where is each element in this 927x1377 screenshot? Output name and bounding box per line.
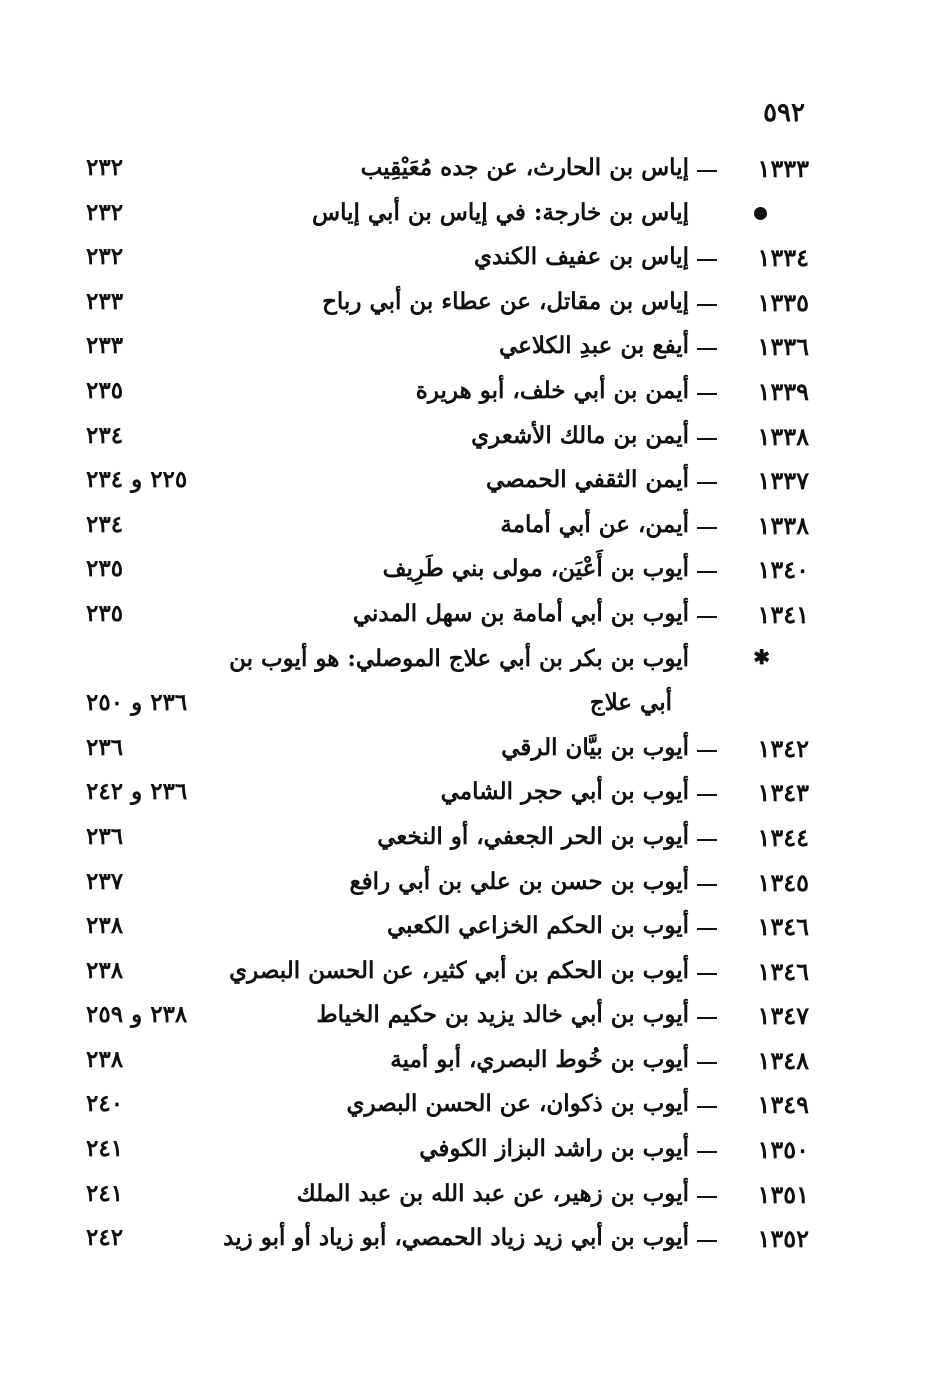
entry-name: أيوب بن أبي خالد يزيد بن حكيم الخياط — [316, 1001, 689, 1029]
index-entry — [0, 462, 927, 507]
entry-dash — [697, 884, 717, 886]
entry-name: إياس بن مقاتل، عن عطاء بن أبي رباح — [322, 287, 689, 315]
entry-number: ١٣٣٦ — [757, 332, 809, 362]
entry-name: أيوب بن الحكم بن أبي كثير، عن الحسن البصري — [229, 956, 689, 984]
entry-name: أيوب بن خُوط البصري، أبو أمية — [390, 1045, 689, 1073]
entry-name: إياس بن خارجة: في إياس بن أبي إياس — [312, 198, 689, 226]
entry-number: ١٣٤٨ — [757, 1045, 809, 1075]
entry-page-ref: ٢٣٢ — [86, 154, 124, 181]
index-entry — [0, 641, 927, 686]
entry-name: أيمن الثقفي الحمصي — [485, 466, 689, 494]
entry-number: ١٣٣٣ — [757, 154, 809, 183]
entry-number: ١٣٣٤ — [757, 243, 809, 273]
entry-number: ١٣٣٨ — [757, 421, 809, 451]
entry-dash — [697, 973, 717, 975]
entry-name: أبي علاج — [589, 689, 672, 717]
entry-page-ref: ٢٤١ — [86, 1135, 124, 1163]
index-entry — [0, 908, 927, 953]
entry-page-ref: ٢٣٤ — [86, 510, 124, 538]
entry-name: أيوب بن راشد البزاز الكوفي — [419, 1135, 689, 1163]
entry-name: أيوب بن حسن بن علي بن أبي رافع — [349, 867, 689, 895]
index-entry — [0, 418, 927, 463]
bullet-dot-icon — [754, 207, 767, 220]
entry-dash — [697, 259, 717, 261]
entry-dash — [697, 1151, 717, 1153]
entry-name: إياس بن الحارث، عن جده مُعَيْقِيب — [360, 154, 689, 181]
index-entry — [0, 551, 927, 596]
entry-dash — [697, 348, 717, 350]
index-entry — [0, 284, 927, 329]
entry-name: أيوب بن أَعْيَن، مولى بني طَرِيف — [382, 555, 689, 583]
entry-dash — [697, 1240, 717, 1242]
entry-page-ref: ٢٣٨ و ٢٥٩ — [86, 1001, 188, 1029]
entry-page-ref: ٢٣٦ — [86, 822, 124, 850]
entry-name: أيوب بن بكر بن أبي علاج الموصلي: هو أيوب بن — [229, 644, 689, 672]
entry-number: ١٣٤٠ — [757, 555, 809, 585]
entry-dash — [697, 616, 717, 618]
entry-number: ١٣٤٣ — [757, 778, 809, 808]
entry-page-ref: ٢٣٦ و ٢٤٢ — [86, 778, 188, 806]
entry-dash — [697, 1196, 717, 1198]
index-entry — [0, 1220, 927, 1265]
entry-dash — [697, 750, 717, 752]
entry-number: ١٣٣٧ — [757, 466, 809, 496]
entry-number: ١٣٤٤ — [757, 822, 809, 852]
entry-dash — [697, 571, 717, 573]
entry-number: ١٣٤١ — [757, 599, 809, 629]
entry-name: أيمن بن أبي خلف، أبو هريرة — [415, 376, 689, 404]
page-number: ٥٩٢ — [763, 98, 805, 128]
index-entry — [0, 150, 927, 195]
entry-number: ١٣٤٧ — [757, 1001, 809, 1031]
index-entry — [0, 997, 927, 1042]
entry-number: ١٣٥٢ — [757, 1224, 809, 1254]
entry-page-ref: ٢٣٦ و ٢٥٠ — [86, 689, 188, 717]
index-entry — [0, 864, 927, 909]
entry-dash — [697, 393, 717, 395]
entry-dash — [697, 482, 717, 484]
index-entry — [0, 774, 927, 819]
entry-name: أيوب بن زهير، عن عبد الله بن عبد الملك — [296, 1179, 689, 1207]
entry-page-ref: ٢٣٢ — [86, 198, 124, 226]
index-entry — [0, 195, 927, 240]
entry-name: أيوب بن أبي حجر الشامي — [440, 778, 689, 806]
entry-page-ref: ٢٣٢ — [86, 243, 124, 271]
entry-dash — [697, 438, 717, 440]
index-entry — [0, 1086, 927, 1131]
entry-dash — [697, 1106, 717, 1108]
index-entry — [0, 328, 927, 373]
entry-page-ref: ٢٣٨ — [86, 956, 124, 984]
index-entry — [0, 596, 927, 641]
entry-page-ref: ٢٣٨ — [86, 1045, 124, 1073]
entry-page-ref: ٢٣٥ — [86, 599, 124, 627]
entry-name: أيمن بن مالك الأشعري — [471, 421, 689, 449]
entry-page-ref: ٢٣٦ — [86, 733, 124, 761]
entry-dash — [697, 794, 717, 796]
asterisk-icon: ✱ — [753, 644, 770, 669]
entry-dash — [697, 170, 717, 172]
entry-dash — [697, 304, 717, 306]
entry-page-ref: ٢٤١ — [86, 1179, 124, 1207]
index-entry — [0, 1042, 927, 1087]
entry-page-ref: ٢٣٤ — [86, 421, 124, 449]
entry-page-ref: ٢٢٥ و ٢٣٤ — [86, 466, 188, 494]
entry-page-ref: ٢٣٧ — [86, 867, 124, 895]
entry-page-ref: ٢٣٨ — [86, 912, 124, 940]
entry-name: إياس بن عفيف الكندي — [473, 243, 689, 271]
entry-page-ref: ٢٣٥ — [86, 376, 124, 404]
entry-dash — [697, 527, 717, 529]
entry-name: أيوب بن أبي أمامة بن سهل المدني — [352, 599, 689, 627]
entry-dash — [697, 1062, 717, 1064]
index-entry — [0, 373, 927, 418]
index-entry — [0, 730, 927, 775]
entry-page-ref: ٢٤٠ — [86, 1090, 124, 1118]
entry-name: أيفع بن عبدِ الكلاعي — [498, 332, 689, 360]
entry-page-ref: ٢٤٢ — [86, 1224, 124, 1252]
entry-number: ١٣٤٩ — [757, 1090, 809, 1120]
entry-dash — [697, 839, 717, 841]
entry-name: أيوب بن ذكوان، عن الحسن البصري — [346, 1090, 689, 1118]
entry-name: أيوب بن بيَّان الرقي — [501, 733, 689, 761]
entry-number: ١٣٣٩ — [757, 376, 809, 406]
index-entry — [0, 1176, 927, 1221]
index-entry — [0, 239, 927, 284]
entry-page-ref: ٢٣٣ — [86, 332, 124, 360]
entry-number: ١٣٣٨ — [757, 510, 809, 540]
entry-number: ١٣٣٥ — [757, 287, 809, 317]
entry-name: أيوب بن أبي زيد زياد الحمصي، أبو زياد أو أبو زيد — [223, 1224, 689, 1252]
entry-number: ١٣٤٢ — [757, 733, 809, 763]
index-entry — [0, 953, 927, 998]
entry-dash — [697, 928, 717, 930]
entry-name: أيمن، عن أبي أمامة — [500, 510, 689, 538]
index-entry — [0, 819, 927, 864]
entry-name: أيوب بن الحر الجعفي، أو النخعي — [377, 822, 689, 850]
entry-name: أيوب بن الحكم الخزاعي الكعبي — [386, 912, 689, 940]
entry-number: ١٣٥٠ — [757, 1135, 809, 1165]
entry-number: ١٣٥١ — [757, 1179, 809, 1209]
entry-page-ref: ٢٣٣ — [86, 287, 124, 315]
entry-number: ١٣٤٥ — [757, 867, 809, 897]
index-entries-list — [0, 150, 927, 1265]
entry-page-ref: ٢٣٥ — [86, 555, 124, 583]
index-entry — [0, 685, 927, 730]
index-entry — [0, 1131, 927, 1176]
index-entry — [0, 507, 927, 552]
entry-dash — [697, 1017, 717, 1019]
entry-number: ١٣٤٦ — [757, 956, 809, 986]
entry-number: ١٣٤٦ — [757, 912, 809, 942]
